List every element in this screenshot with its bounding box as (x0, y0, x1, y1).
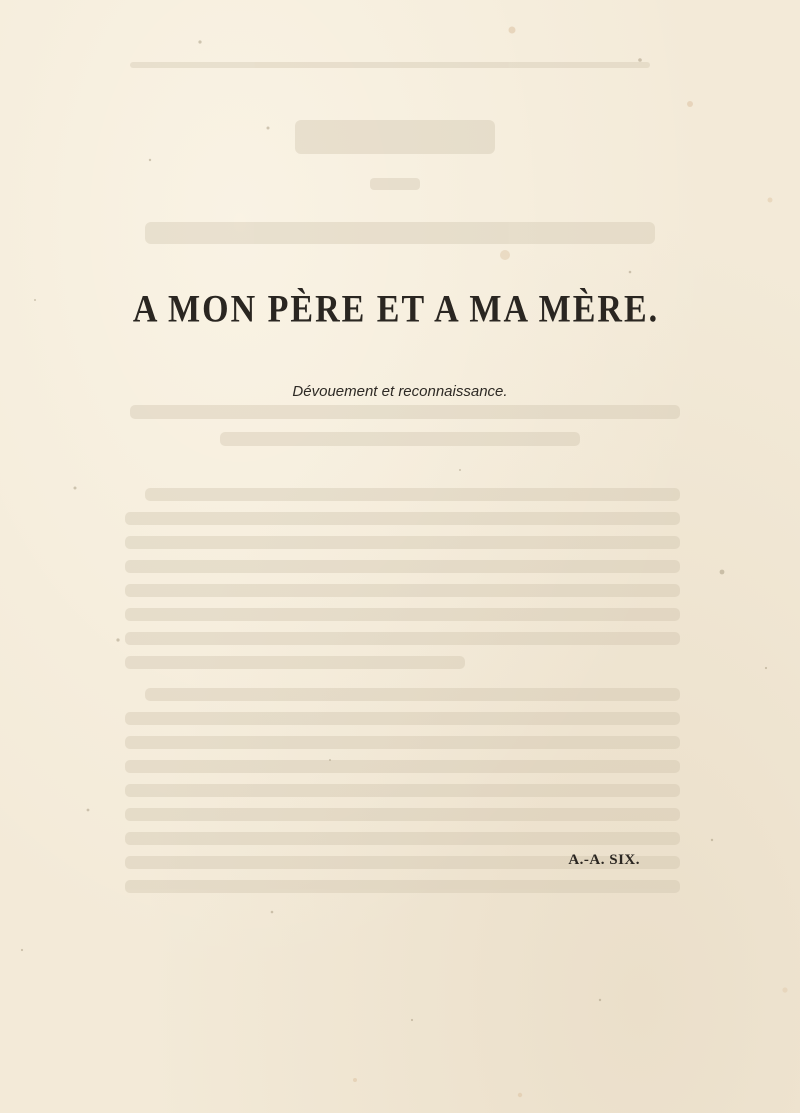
dedication-title: A MON PÈRE ET A MA MÈRE. (132, 288, 660, 331)
dedication-subline: Dévouement et reconnaissance. (292, 383, 508, 400)
author-signature: A.-A. SIX. (568, 852, 640, 868)
